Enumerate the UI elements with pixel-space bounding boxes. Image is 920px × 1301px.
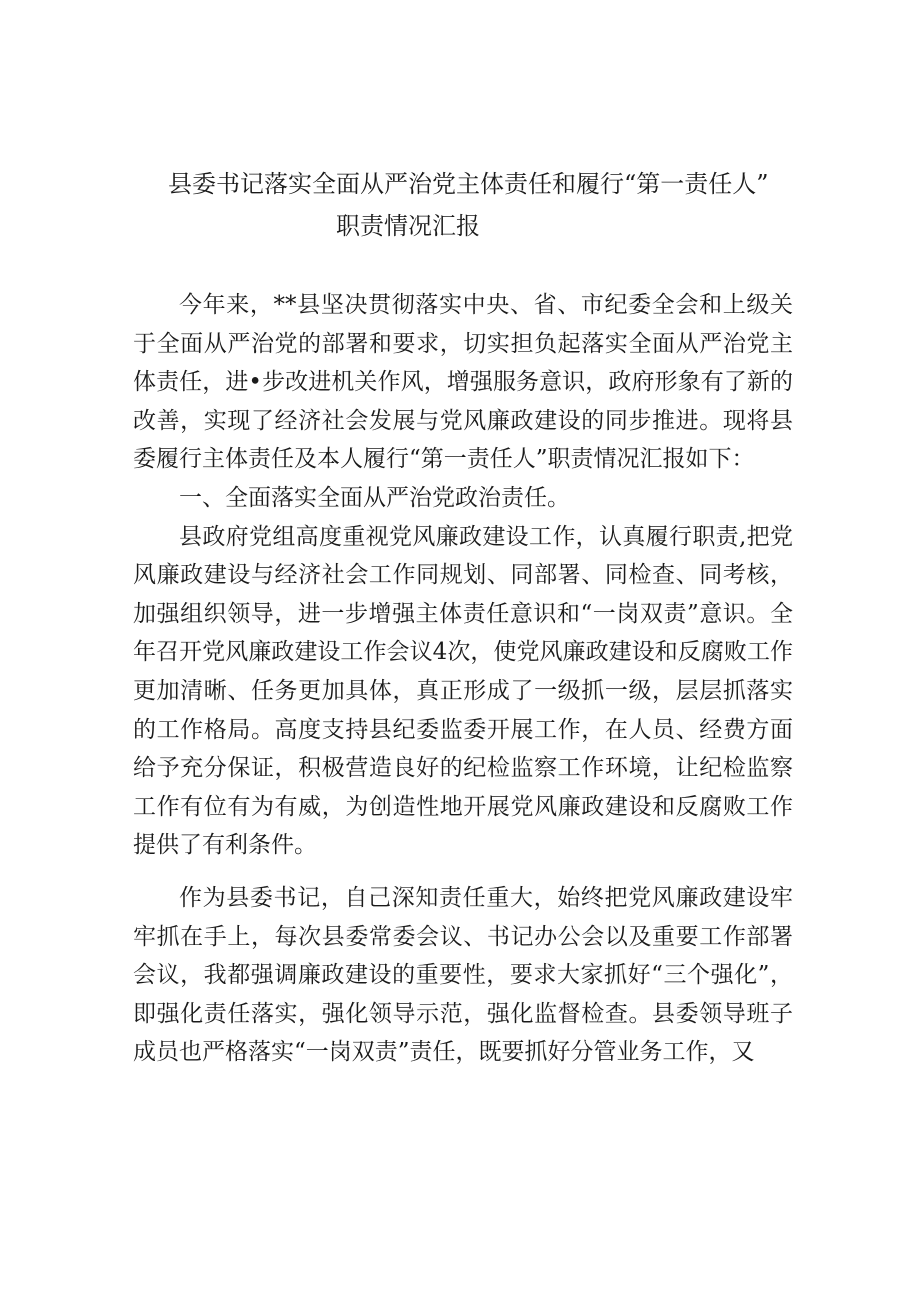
document-body <box>133 286 793 1072</box>
body-paragraph-3: 作为县委书记，自己深知责任重大，始终把党风廉政建设牢牢抓在手上，每次县委常委会议、书记办公会以及重要工作部署会议，我都强调廉政建设的重要性，要求大家抓好“三个强化”，即强化责任落实，强化领导示范，强化监督检查。县委领导班子成员也严格落实“一岗双责”责任，既要抓好分管业务工作，又 <box>133 884 793 1066</box>
document-title-line-2: 职责情况汇报 <box>336 212 480 240</box>
section-heading-1: 一、全面落实全面从严治党政治责任。 <box>179 484 570 511</box>
body-paragraph-2: 县政府党组高度重视党风廉政建设工作，认真履行职责,把党风廉政建设与经济社会工作同规划、同部署、同检查、同考核，加强组织领导，进一步增强主体责任意识和“一岗双责”意识。全年召开党风廉政建设工作会议4次，使党风廉政建设和反腐败工作更加清晰、任务更加具体，真正形成了一级抓一级，层层抓落实的工作格局。高度支持县纪委监委开展工作，在人员、经费方面给予充分保证，积极营造良好的纪检监察工作环境，让纪检监察工作有位有为有威，为创造性地开展党风廉政建设和反腐败工作提供了有利条件。 <box>133 523 793 859</box>
document-title-line-1: 县委书记落实全面从严治党主体责任和履行“第一责任人” <box>168 170 769 198</box>
intro-paragraph: 今年来，**县坚决贯彻落实中央、省、市纪委全会和上级关于全面从严治党的部署和要求，切实担负起落实全面从严治党主体责任，进•步改进机关作风，增强服务意识，政府形象有了新的改善，实现了经济社会发展与党风廉政建设的同步推进。现将县委履行主体责任及本人履行“第一责任人”职责情况汇报如下： <box>133 292 793 473</box>
